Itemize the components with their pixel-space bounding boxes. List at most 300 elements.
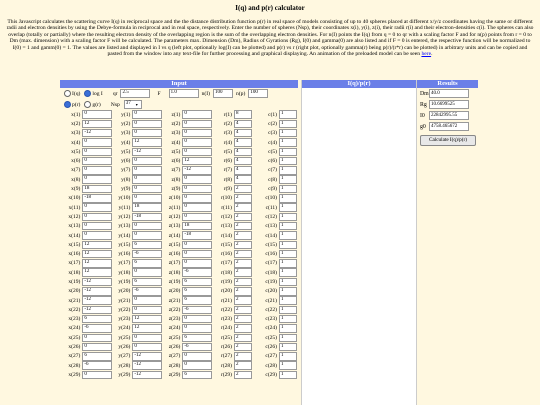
sphere-z-input[interactable]: 0: [182, 110, 212, 119]
sphere-z-input[interactable]: -6: [182, 306, 212, 315]
sphere-cell-row: [212, 277, 257, 286]
sphere-cell-row: [212, 156, 257, 165]
sphere-y-label: y(26): [118, 344, 131, 351]
sphere-y-input[interactable]: 0: [132, 306, 162, 315]
sphere-x-input[interactable]: 0: [82, 222, 112, 231]
sphere-c-input[interactable]: 1: [279, 231, 297, 240]
sphere-z-input[interactable]: 0: [182, 250, 212, 259]
sphere-cell-row: [257, 277, 297, 286]
sphere-r-input[interactable]: 2: [234, 241, 252, 250]
pr-radio[interactable]: [64, 101, 71, 108]
sphere-y-input[interactable]: 6: [132, 278, 162, 287]
sphere-x-label: x(15): [68, 241, 81, 248]
sphere-r-input[interactable]: 2: [234, 287, 252, 296]
sphere-r-input[interactable]: 2: [234, 306, 252, 315]
sphere-column-y: [112, 110, 162, 380]
sphere-c-input[interactable]: 1: [279, 315, 297, 324]
sphere-cell-row: [112, 110, 162, 119]
sphere-c-input[interactable]: 1: [279, 241, 297, 250]
sphere-c-input[interactable]: 1: [279, 278, 297, 287]
sphere-cell-row: [62, 370, 112, 379]
sphere-cell-row: [62, 315, 112, 324]
sphere-cell-row: [257, 287, 297, 296]
sphere-r-input[interactable]: 2: [234, 250, 252, 259]
sphere-y-input[interactable]: -6: [132, 287, 162, 296]
sphere-z-label: z(23): [168, 316, 181, 323]
sphere-cell-row: [257, 222, 297, 231]
sphere-r-input[interactable]: 2: [234, 213, 252, 222]
sphere-column-x: [62, 110, 112, 380]
rg-output[interactable]: 10.6699525: [429, 100, 469, 109]
sphere-x-input[interactable]: 12: [82, 268, 112, 277]
sphere-r-label: r(7): [223, 167, 232, 174]
sphere-y-label: y(14): [118, 232, 131, 239]
sphere-r-label: r(16): [221, 251, 232, 258]
sphere-x-input[interactable]: -12: [82, 306, 112, 315]
sphere-y-input[interactable]: -12: [132, 361, 162, 370]
sphere-x-input[interactable]: 6: [82, 315, 112, 324]
g0-row: [417, 121, 478, 132]
sphere-c-input[interactable]: 1: [279, 148, 297, 157]
sphere-c-label: c(24): [265, 325, 277, 332]
sphere-z-input[interactable]: 0: [182, 315, 212, 324]
sphere-x-input[interactable]: 0: [82, 138, 112, 147]
sphere-cell-row: [212, 240, 257, 249]
sphere-y-input[interactable]: -12: [132, 371, 162, 380]
sphere-c-label: c(28): [265, 362, 277, 369]
sphere-cell-row: [257, 324, 297, 333]
sphere-cell-row: [257, 296, 297, 305]
sphere-x-input[interactable]: 0: [82, 203, 112, 212]
sphere-x-label: x(7): [71, 167, 81, 174]
sphere-r-input[interactable]: 2: [234, 268, 252, 277]
pr-label: p(r): [72, 101, 81, 108]
sphere-z-input[interactable]: 18: [182, 222, 212, 231]
sphere-x-label: x(27): [68, 353, 81, 360]
sphere-x-input[interactable]: 0: [82, 371, 112, 380]
sphere-y-input[interactable]: 0: [132, 166, 162, 175]
sphere-y-label: y(18): [118, 269, 131, 276]
sphere-cell-row: [162, 287, 212, 296]
sphere-c-input[interactable]: 1: [279, 110, 297, 119]
sphere-c-input[interactable]: 1: [279, 203, 297, 212]
sphere-z-input[interactable]: 0: [182, 148, 212, 157]
sphere-c-input[interactable]: 1: [279, 166, 297, 175]
sphere-r-input[interactable]: 4: [234, 175, 252, 184]
sphere-x-input[interactable]: 0: [82, 213, 112, 222]
sphere-x-input[interactable]: 12: [82, 250, 112, 259]
rg-label: Rg: [420, 101, 427, 108]
sphere-z-input[interactable]: 6: [182, 296, 212, 305]
sphere-y-input[interactable]: 0: [132, 110, 162, 119]
sphere-x-input[interactable]: 0: [82, 157, 112, 166]
sphere-cell-row: [212, 231, 257, 240]
sphere-cell-row: [62, 110, 112, 119]
sphere-c-input[interactable]: 1: [279, 296, 297, 305]
sphere-cell-row: [212, 203, 257, 212]
sphere-cell-row: [112, 333, 162, 342]
animation-link[interactable]: here: [421, 51, 432, 58]
sphere-y-label: y(20): [118, 288, 131, 295]
sphere-y-input[interactable]: 6: [132, 241, 162, 250]
sphere-r-input[interactable]: 2: [234, 361, 252, 370]
sphere-z-label: z(4): [171, 139, 181, 146]
sphere-y-input[interactable]: 0: [132, 268, 162, 277]
sphere-z-label: z(2): [171, 120, 181, 127]
sphere-r-input[interactable]: 2: [234, 343, 252, 352]
sphere-z-label: z(18): [168, 269, 181, 276]
sphere-x-label: x(2): [71, 120, 81, 127]
sphere-cell-row: [112, 147, 162, 156]
sphere-x-input[interactable]: 12: [82, 259, 112, 268]
sphere-z-label: z(5): [171, 148, 181, 155]
sphere-z-label: z(7): [171, 167, 181, 174]
sphere-x-input[interactable]: -6: [82, 324, 112, 333]
sphere-y-input[interactable]: 0: [132, 185, 162, 194]
sphere-cell-row: [62, 249, 112, 258]
sphere-cell-row: [257, 156, 297, 165]
sphere-y-label: y(7): [121, 167, 131, 174]
sphere-y-input[interactable]: 12: [132, 324, 162, 333]
sphere-cell-row: [112, 342, 162, 351]
sphere-cell-row: [62, 277, 112, 286]
dm-output[interactable]: 40.0: [429, 89, 469, 98]
sphere-x-input[interactable]: 0: [82, 334, 112, 343]
sphere-x-input[interactable]: 0: [82, 231, 112, 240]
sphere-x-label: x(14): [68, 232, 81, 239]
sphere-y-label: y(10): [118, 195, 131, 202]
sphere-cell-row: [112, 296, 162, 305]
sphere-x-input[interactable]: 12: [82, 120, 112, 129]
sphere-cell-row: [162, 166, 212, 175]
sphere-x-input[interactable]: -12: [82, 129, 112, 138]
logi-radio[interactable]: [84, 90, 91, 97]
sphere-c-input[interactable]: 1: [279, 324, 297, 333]
sphere-cell-row: [162, 361, 212, 370]
sphere-cell-row: [162, 184, 212, 193]
sphere-c-label: c(6): [268, 158, 277, 165]
sphere-x-label: x(28): [68, 362, 81, 369]
sphere-y-input[interactable]: 12: [132, 138, 162, 147]
sphere-cell-row: [212, 222, 257, 231]
sphere-r-input[interactable]: 2: [234, 324, 252, 333]
sphere-z-label: z(16): [168, 251, 181, 258]
sphere-r-input[interactable]: 4: [234, 157, 252, 166]
sphere-z-input[interactable]: 0: [182, 259, 212, 268]
sphere-x-input[interactable]: 12: [82, 241, 112, 250]
sphere-c-input[interactable]: 1: [279, 194, 297, 203]
sphere-r-input[interactable]: 2: [234, 259, 252, 268]
nsp-select[interactable]: 37: [124, 100, 142, 109]
sphere-r-input[interactable]: 2: [234, 194, 252, 203]
i0-output[interactable]: 22842995.55: [429, 111, 469, 120]
sphere-z-input[interactable]: 0: [182, 241, 212, 250]
sphere-y-input[interactable]: 0: [132, 343, 162, 352]
dm-row: [417, 88, 478, 99]
sphere-c-label: c(13): [265, 223, 277, 230]
sphere-c-label: c(17): [265, 260, 277, 267]
sphere-cell-row: [212, 249, 257, 258]
sphere-y-label: y(15): [118, 241, 131, 248]
sphere-r-label: r(10): [221, 195, 232, 202]
sphere-cell-row: [212, 129, 257, 138]
sphere-column-r: [212, 110, 257, 380]
sphere-c-input[interactable]: 1: [279, 268, 297, 277]
sphere-c-input[interactable]: 1: [279, 175, 297, 184]
sphere-cell-row: [212, 352, 257, 361]
sphere-x-input[interactable]: 0: [82, 175, 112, 184]
sphere-column-z: [162, 110, 212, 380]
sphere-x-input[interactable]: -12: [82, 278, 112, 287]
sphere-z-label: z(27): [168, 353, 181, 360]
sphere-cell-row: [257, 352, 297, 361]
sphere-cell-row: [112, 240, 162, 249]
sphere-cell-row: [62, 222, 112, 231]
sphere-cell-row: [257, 370, 297, 379]
sphere-c-input[interactable]: 1: [279, 157, 297, 166]
sphere-cell-row: [162, 324, 212, 333]
sphere-r-label: r(24): [221, 325, 232, 332]
sphere-cell-row: [112, 231, 162, 240]
sphere-cell-row: [257, 147, 297, 156]
sphere-x-input[interactable]: -12: [82, 287, 112, 296]
sphere-y-input[interactable]: 0: [132, 222, 162, 231]
sphere-cell-row: [162, 212, 212, 221]
f1-input[interactable]: 1.0: [169, 89, 199, 98]
sphere-x-label: x(18): [68, 269, 81, 276]
sphere-r-label: r(29): [221, 371, 232, 378]
sphere-cell-row: [62, 333, 112, 342]
sphere-z-label: z(10): [168, 195, 181, 202]
sphere-z-input[interactable]: -6: [182, 343, 212, 352]
sphere-r-input[interactable]: 2: [234, 352, 252, 361]
sphere-c-input[interactable]: 1: [279, 222, 297, 231]
sphere-z-input[interactable]: 0: [182, 175, 212, 184]
sphere-z-label: z(17): [168, 260, 181, 267]
sphere-cell-row: [112, 166, 162, 175]
sphere-x-input[interactable]: 6: [82, 352, 112, 361]
sphere-z-label: z(14): [168, 232, 181, 239]
sphere-z-label: z(3): [171, 130, 181, 137]
sphere-y-label: y(24): [118, 325, 131, 332]
sphere-r-input[interactable]: 2: [234, 222, 252, 231]
sphere-y-input[interactable]: 0: [132, 296, 162, 305]
sphere-c-label: c(23): [265, 316, 277, 323]
sphere-c-label: c(27): [265, 353, 277, 360]
sphere-y-input[interactable]: 12: [132, 315, 162, 324]
sphere-r-input[interactable]: 4: [234, 148, 252, 157]
sphere-r-input[interactable]: 4: [234, 129, 252, 138]
sphere-c-input[interactable]: 1: [279, 250, 297, 259]
sphere-x-input[interactable]: 0: [82, 166, 112, 175]
sphere-c-label: c(10): [265, 195, 277, 202]
sphere-x-label: x(16): [68, 251, 81, 258]
sphere-cell-row: [62, 352, 112, 361]
input-header: Input: [60, 80, 298, 88]
sphere-c-input[interactable]: 1: [279, 306, 297, 315]
sphere-c-label: c(7): [268, 167, 277, 174]
sphere-r-input[interactable]: 2: [234, 203, 252, 212]
gr-radio[interactable]: [84, 101, 91, 108]
calculator-area: [60, 80, 478, 405]
ni-input[interactable]: 100: [213, 89, 233, 98]
sphere-x-input[interactable]: 0: [82, 148, 112, 157]
sphere-cell-row: [212, 268, 257, 277]
sphere-y-input[interactable]: 0: [132, 157, 162, 166]
sphere-r-input[interactable]: 2: [234, 231, 252, 240]
sphere-cell-row: [257, 342, 297, 351]
sphere-c-input[interactable]: 1: [279, 129, 297, 138]
sphere-cell-row: [162, 138, 212, 147]
sphere-z-input[interactable]: 0: [182, 352, 212, 361]
sphere-x-input[interactable]: -6: [82, 361, 112, 370]
sphere-x-input[interactable]: 0: [82, 110, 112, 119]
sphere-y-input[interactable]: 0: [132, 334, 162, 343]
sphere-z-input[interactable]: 0: [182, 129, 212, 138]
sphere-cell-row: [62, 240, 112, 249]
sphere-c-label: c(18): [265, 269, 277, 276]
sphere-y-input[interactable]: 0: [132, 231, 162, 240]
sphere-z-input[interactable]: 6: [182, 334, 212, 343]
sphere-r-input[interactable]: 4: [234, 166, 252, 175]
sphere-r-label: r(2): [223, 120, 232, 127]
sphere-z-input[interactable]: -6: [182, 268, 212, 277]
sphere-cell-row: [257, 203, 297, 212]
sphere-x-label: x(6): [71, 158, 81, 165]
sphere-y-input[interactable]: -12: [132, 352, 162, 361]
sphere-z-input[interactable]: -18: [182, 231, 212, 240]
sphere-cell-row: [212, 296, 257, 305]
description-text: This Javascript calculates the scattering curve I(q) in reciprocal space and the the distance distribution function p(r) in real space of models consisting of up to 40 spheres placed at different x/y/z coordinates having the same or different radii and electron densities by using the Debye-formula in reciprocal and in real space, respectively. Enter the number of spheres (Nsp), their coordinates x(i), y(i), z(i), their radii r(i) and their electron-densities c(i). The spheres can also overlap (totally or partially) where the resulting electron density of the overlapping region is the sum of the overlapping electron densities. For n(I) points the I(q) from q = 0 to qr with a scaling factor F and for n(p) points from r = 0 to Dm (max. dimension) with a scaling factor F will be calculated. The parameters max. Dimension (Dm), Radius of Gyrations (Rg), I(0) and gamma(0) are also listed and if F = 0 is entered, the respective function will be normalized to I(0) = 1 and gamm(0) = 1. The values are listed and displayed in I vs q (left plot, optionally log(I) can be plotted) and p(r) vs r (right plot, optionally gamma(r) being p(r)/(r*r) can be plotted) in arbitrary units and can be copied and pasted from the window into any text-file for further processing and graphical displaying. An animation of the preloaded model can be seen: [6, 19, 534, 58]
sphere-z-input[interactable]: 0: [182, 185, 212, 194]
sphere-cell-row: [112, 222, 162, 231]
sphere-cell-row: [62, 138, 112, 147]
sphere-cell-row: [212, 194, 257, 203]
sphere-y-input[interactable]: 0: [132, 194, 162, 203]
sphere-c-input[interactable]: 1: [279, 213, 297, 222]
sphere-z-input[interactable]: 6: [182, 278, 212, 287]
sphere-z-input[interactable]: 0: [182, 361, 212, 370]
sphere-x-input[interactable]: -12: [82, 296, 112, 305]
sphere-r-input[interactable]: 2: [234, 315, 252, 324]
sphere-r-input[interactable]: 2: [234, 278, 252, 287]
sphere-z-input[interactable]: 0: [182, 203, 212, 212]
sphere-cell-row: [62, 147, 112, 156]
sphere-z-input[interactable]: 0: [182, 120, 212, 129]
sphere-z-label: z(22): [168, 306, 181, 313]
sphere-z-input[interactable]: 0: [182, 194, 212, 203]
sphere-c-label: c(22): [265, 306, 277, 313]
sphere-z-input[interactable]: 0: [182, 138, 212, 147]
sphere-cell-row: [257, 259, 297, 268]
sphere-c-input[interactable]: 1: [279, 361, 297, 370]
sphere-y-input[interactable]: 18: [132, 203, 162, 212]
sphere-y-label: y(12): [118, 213, 131, 220]
sphere-r-label: r(17): [221, 260, 232, 267]
sphere-c-input[interactable]: 1: [279, 371, 297, 380]
sphere-cell-row: [212, 184, 257, 193]
sphere-y-input[interactable]: 0: [132, 175, 162, 184]
sphere-r-input[interactable]: 2: [234, 185, 252, 194]
sphere-r-label: r(28): [221, 362, 232, 369]
sphere-c-input[interactable]: 1: [279, 259, 297, 268]
sphere-y-label: y(22): [118, 306, 131, 313]
sphere-x-input[interactable]: 0: [82, 343, 112, 352]
sphere-y-input[interactable]: -18: [132, 213, 162, 222]
sphere-y-input[interactable]: -6: [132, 250, 162, 259]
qr-input[interactable]: 2.5: [120, 89, 150, 98]
sphere-x-input[interactable]: 18: [82, 185, 112, 194]
sphere-z-input[interactable]: -12: [182, 166, 212, 175]
sphere-cell-row: [212, 342, 257, 351]
plot-canvas[interactable]: [302, 88, 416, 405]
sphere-cell-row: [257, 138, 297, 147]
sphere-y-input[interactable]: 0: [132, 120, 162, 129]
sphere-r-input[interactable]: 8: [234, 110, 252, 119]
sphere-x-label: x(5): [71, 148, 81, 155]
sphere-r-label: r(6): [223, 158, 232, 165]
sphere-r-label: r(21): [221, 297, 232, 304]
sphere-c-input[interactable]: 1: [279, 138, 297, 147]
sphere-r-input[interactable]: 2: [234, 334, 252, 343]
sphere-cell-row: [212, 212, 257, 221]
sphere-x-input[interactable]: -18: [82, 194, 112, 203]
sphere-c-input[interactable]: 1: [279, 185, 297, 194]
sphere-cell-row: [257, 184, 297, 193]
sphere-cell-row: [212, 175, 257, 184]
sphere-cell-row: [162, 315, 212, 324]
sphere-cell-row: [112, 370, 162, 379]
sphere-y-input[interactable]: -12: [132, 148, 162, 157]
sphere-c-input[interactable]: 1: [279, 120, 297, 129]
sphere-z-label: z(21): [168, 297, 181, 304]
sphere-z-input[interactable]: 0: [182, 213, 212, 222]
sphere-y-input[interactable]: 0: [132, 129, 162, 138]
sphere-cell-row: [257, 212, 297, 221]
sphere-cell-row: [112, 175, 162, 184]
np-input[interactable]: 100: [248, 89, 268, 98]
sphere-cell-row: [162, 370, 212, 379]
sphere-z-input[interactable]: 6: [182, 371, 212, 380]
sphere-z-input[interactable]: 6: [182, 287, 212, 296]
sphere-y-label: y(1): [121, 111, 131, 118]
sphere-r-input[interactable]: 2: [234, 296, 252, 305]
ni-label: n(I): [201, 90, 210, 97]
sphere-c-input[interactable]: 1: [279, 343, 297, 352]
sphere-r-input[interactable]: 4: [234, 120, 252, 129]
sphere-z-input[interactable]: 12: [182, 157, 212, 166]
sphere-cell-row: [257, 333, 297, 342]
sphere-y-input[interactable]: 6: [132, 259, 162, 268]
sphere-cell-row: [257, 240, 297, 249]
sphere-c-label: c(25): [265, 334, 277, 341]
g0-output[interactable]: 4758.465672: [429, 122, 469, 131]
sphere-c-input[interactable]: 1: [279, 334, 297, 343]
sphere-z-input[interactable]: 0: [182, 324, 212, 333]
sphere-cell-row: [162, 231, 212, 240]
sphere-c-input[interactable]: 1: [279, 352, 297, 361]
sphere-y-label: y(25): [118, 334, 131, 341]
sphere-r-input[interactable]: 2: [234, 371, 252, 380]
sphere-c-input[interactable]: 1: [279, 287, 297, 296]
g0-label: g0: [420, 123, 426, 130]
sphere-r-input[interactable]: 4: [234, 138, 252, 147]
calculate-button[interactable]: Calculate I(q)/p(r): [420, 135, 476, 146]
sphere-z-label: z(11): [168, 204, 181, 211]
iq-radio[interactable]: [64, 90, 71, 97]
sphere-x-label: x(9): [71, 186, 81, 193]
sphere-cell-row: [212, 147, 257, 156]
